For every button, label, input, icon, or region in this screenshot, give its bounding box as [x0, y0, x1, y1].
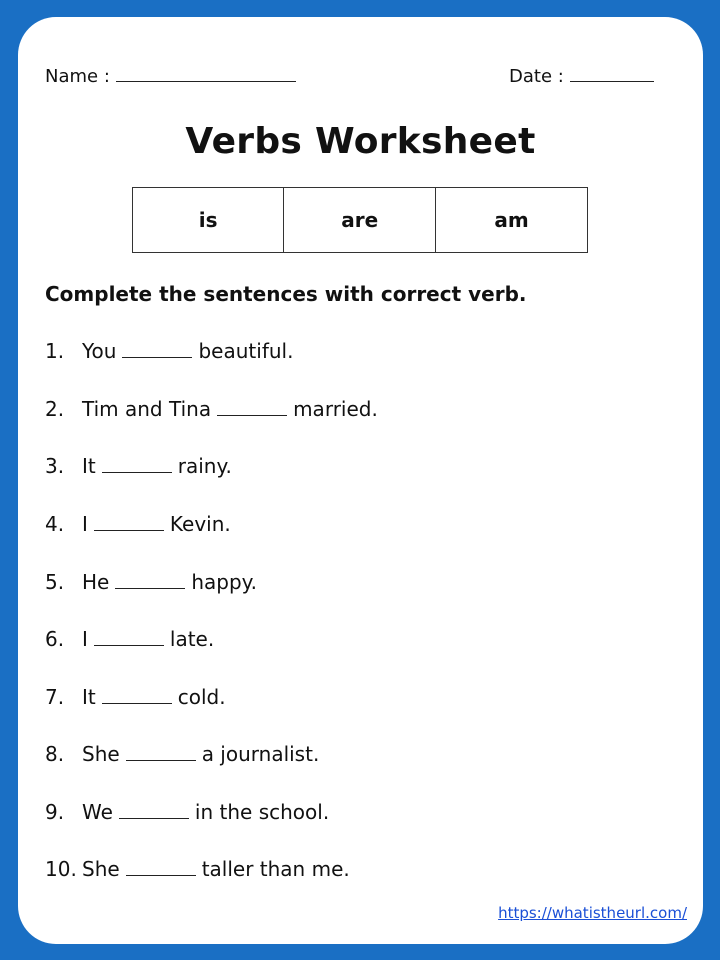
question-8: [45, 742, 319, 766]
answer-blank[interactable]: [94, 627, 164, 646]
question-text-after: cold.: [177, 685, 226, 709]
question-4: [45, 512, 231, 536]
question-3: [45, 454, 232, 478]
answer-blank[interactable]: [94, 512, 164, 531]
answer-blank[interactable]: [119, 800, 189, 819]
name-label: Name :: [45, 66, 110, 87]
question-5: [45, 570, 257, 594]
question-text-before: It: [82, 685, 96, 709]
answer-blank[interactable]: [126, 857, 196, 876]
verb-options-table: [132, 187, 588, 253]
question-text-after: married.: [293, 397, 378, 421]
question-1: [45, 339, 293, 363]
answer-blank[interactable]: [217, 397, 287, 416]
verb-option-am: am: [436, 188, 588, 253]
question-number: 5.: [45, 570, 65, 594]
question-text-before: I: [82, 627, 88, 651]
question-text-before: We: [82, 800, 113, 824]
question-6: [45, 627, 214, 651]
question-10: [45, 857, 350, 881]
question-7: [45, 685, 226, 709]
question-2: [45, 397, 378, 421]
question-text-before: He: [82, 570, 110, 594]
verb-option-is: is: [133, 188, 284, 253]
date-label: Date :: [509, 66, 564, 87]
answer-blank[interactable]: [102, 685, 172, 704]
question-text-before: Tim and Tina: [82, 397, 212, 421]
question-text-after: happy.: [191, 570, 258, 594]
question-text-before: She: [82, 742, 120, 766]
date-field: [509, 63, 654, 87]
question-text-after: late.: [169, 627, 215, 651]
source-link[interactable]: https://whatistheurl.com/: [498, 904, 687, 922]
name-field: [45, 63, 296, 87]
question-text-after: taller than me.: [201, 857, 350, 881]
question-text-after: rainy.: [177, 454, 232, 478]
question-9: [45, 800, 329, 824]
question-number: 6.: [45, 627, 65, 651]
name-blank[interactable]: [116, 63, 296, 82]
question-text-after: in the school.: [194, 800, 330, 824]
answer-blank[interactable]: [126, 742, 196, 761]
question-text-before: You: [82, 339, 117, 363]
question-number: 7.: [45, 685, 65, 709]
answer-blank[interactable]: [102, 454, 172, 473]
question-number: 1.: [45, 339, 65, 363]
question-text-after: a journalist.: [201, 742, 320, 766]
question-number: 3.: [45, 454, 65, 478]
answer-blank[interactable]: [115, 570, 185, 589]
instruction-text: Complete the sentences with correct verb.: [45, 282, 527, 306]
date-blank[interactable]: [570, 63, 654, 82]
page-title: Verbs Worksheet: [185, 121, 536, 162]
question-number: 10.: [45, 857, 77, 881]
verb-option-are: are: [284, 188, 436, 253]
question-number: 9.: [45, 800, 65, 824]
question-text-before: She: [82, 857, 120, 881]
answer-blank[interactable]: [122, 339, 192, 358]
worksheet-page: [18, 17, 703, 944]
question-text-after: Kevin.: [169, 512, 231, 536]
question-number: 2.: [45, 397, 65, 421]
question-text-before: I: [82, 512, 88, 536]
question-number: 4.: [45, 512, 65, 536]
question-number: 8.: [45, 742, 65, 766]
question-text-before: It: [82, 454, 96, 478]
question-text-after: beautiful.: [198, 339, 294, 363]
